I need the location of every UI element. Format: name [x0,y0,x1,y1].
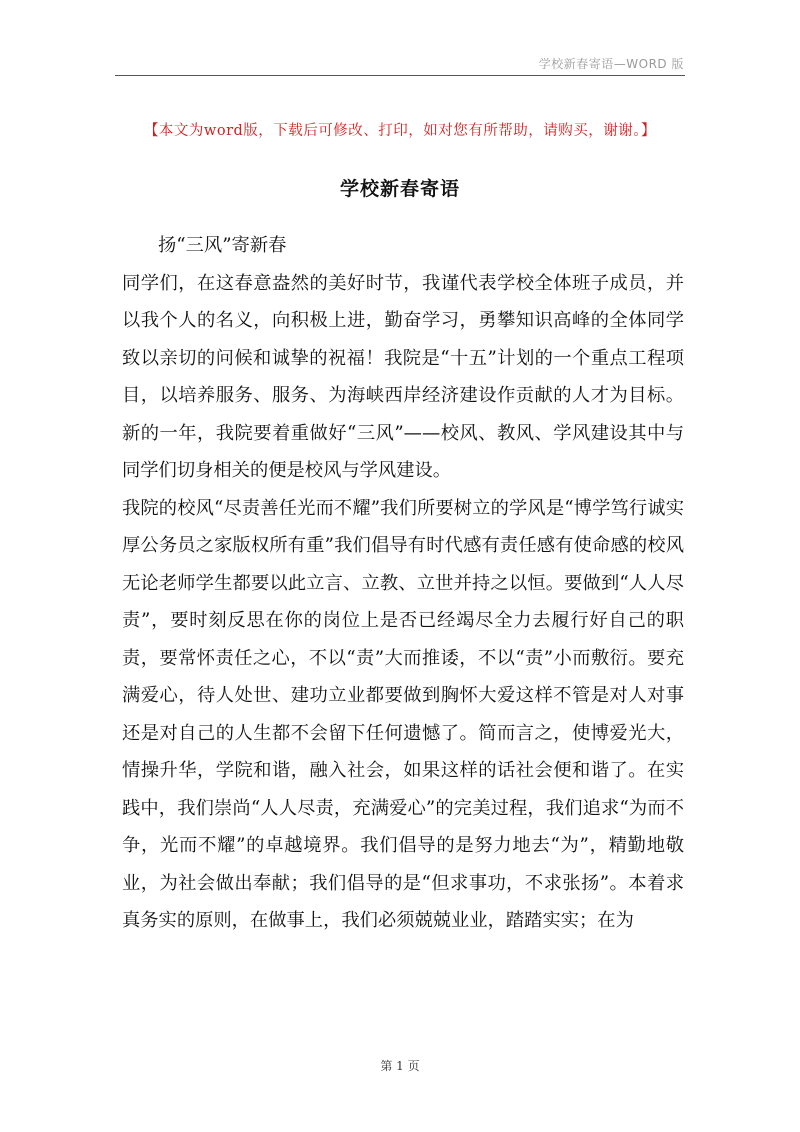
download-notice: 【本文为word版，下载后可修改、打印，如对您有所帮助，请购买，谢谢。】 [143,123,657,139]
header-divider [115,75,685,76]
page-number: 第 1 页 [380,1059,420,1073]
body-paragraph: 同学们，在这春意盎然的美好时节，我谨代表学校全体班子成员，并以我个人的名义，向积极上进，勤奋学习，勇攀知识高峰的全体同学致以亲切的问候和诚挚的祝福！我院是“十五”计划的一个重点工程项目，以培养服务、服务、为海峡西岸经济建设作贡献的人才为目标。新的一年，我院要着重做好“三风”——校风、教风、学风建设其中与同学们切身相关的便是校风与学风建设。 [122,272,684,481]
subtitle-paragraph: 扬“三风”寄新春 [158,235,287,256]
page-header-title: 学校新春寄语—WORD 版 [538,57,684,71]
document-body [122,227,684,940]
document-title: 学校新春寄语 [339,178,460,200]
body-paragraph: 我院的校风“尽责善任光而不耀”我们所要树立的学风是“博学笃行诚实厚公务员之家版权所有重”我们倡导有时代感有责任感有使命感的校风无论老师学生都要以此立言、立教、立世并持之以恒。要做到“人人尽责”，要时刻反思在你的岗位上是否已经竭尽全力去履行好自己的职责，要常怀责任之心，不以“责”大而推诿，不以“责”小而敷衍。要充满爱心，待人处世、建功立业都要做到胸怀大爱这样不管是对人对事还是对自己的人生都不会留下任何遗憾了。简而言之，使博爱光大，情操升华，学院和谐，融入社会，如果这样的话社会便和谐了。在实践中，我们崇尚“人人尽责，充满爱心”的完美过程，我们追求“为而不争，光而不耀”的卓越境界。我们倡导的是努力地去“为”，精勤地敬业，为社会做出奉献；我们倡导的是“但求事功，不求张扬”。本着求真务实的原则，在做事上，我们必须兢兢业业，踏踏实实；在为 [122,497,684,931]
